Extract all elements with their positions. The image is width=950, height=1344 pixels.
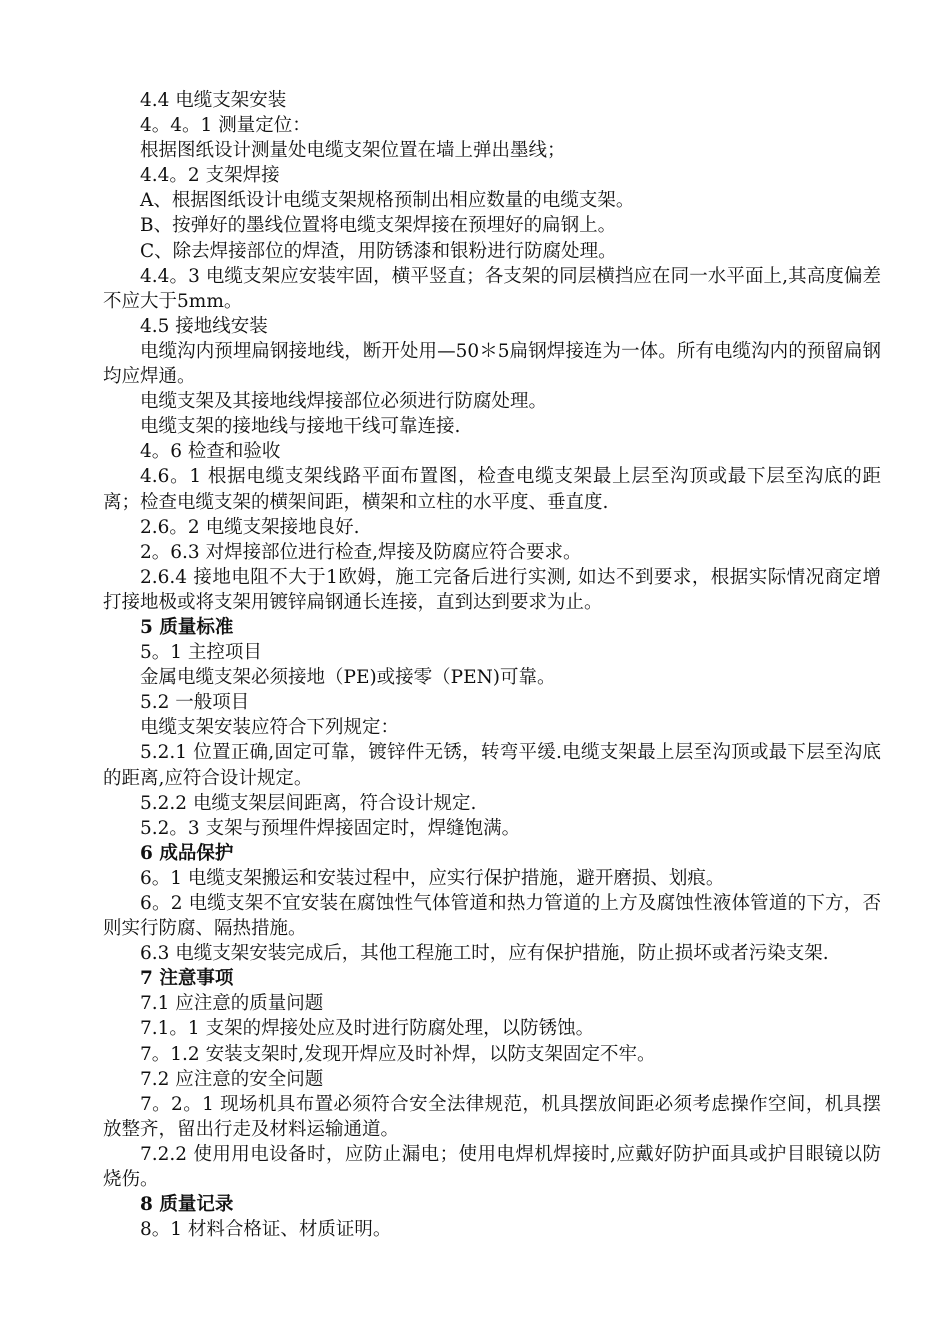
section-heading: 7 注意事项 — [140, 968, 234, 990]
paragraph: A、根据图纸设计电缆支架规格预制出相应数量的电缆支架。 — [140, 190, 635, 212]
paragraph: C、除去焊接部位的焊渣，用防锈漆和银粉进行防腐处理。 — [140, 240, 617, 262]
paragraph: 4。4。1 测量定位： — [140, 115, 311, 137]
paragraph: 4.6。1 根据电缆支架线路平面布置图，检查电缆支架最上层至沟顶或最下层至沟底的距离；检查电缆支架的横架间距，横架和立柱的水平度、垂直度. — [103, 466, 881, 513]
paragraph: 7.2 应注意的安全问题 — [140, 1068, 324, 1090]
paragraph: 7。2。1 现场机具布置必须符合安全法律规范，机具摆放间距必须考虑操作空间，机具摆放整齐，留出行走及材料运输通道。 — [103, 1093, 881, 1140]
paragraph: 4.4 电缆支架安装 — [140, 90, 287, 111]
paragraph: 6.3 电缆支架安装完成后，其他工程施工时，应有保护措施，防止损坏或者污染支架. — [140, 943, 829, 965]
document-body — [103, 88, 881, 1242]
section-heading: 6 成品保护 — [140, 842, 234, 864]
paragraph: 金属电缆支架必须接地（PE)或接零（PEN)可靠。 — [140, 667, 556, 689]
paragraph: 6。2 电缆支架不宜安装在腐蚀性气体管道和热力管道的上方及腐蚀性液体管道的下方，否则实行防腐、隔热措施。 — [103, 893, 881, 940]
paragraph: 4。6 检查和验收 — [140, 441, 281, 463]
paragraph: 5.2.1 位置正确,固定可靠，镀锌件无锈，转弯平缓.电缆支架最上层至沟顶或最下层至沟底的距离,应符合设计规定。 — [103, 742, 881, 789]
section-heading: 5 质量标准 — [140, 616, 234, 638]
paragraph: 根据图纸设计测量处电缆支架位置在墙上弹出墨线； — [140, 140, 566, 162]
paragraph: 5.2 一般项目 — [140, 692, 250, 714]
paragraph: 5.2。3 支架与预埋件焊接固定时，焊缝饱满。 — [140, 817, 521, 839]
paragraph: 5。1 主控项目 — [140, 642, 262, 664]
paragraph: 7。1.2 安装支架时,发现开焊应及时补焊，以防支架固定不牢。 — [140, 1043, 656, 1065]
paragraph: 电缆支架安装应符合下列规定： — [140, 717, 400, 739]
paragraph: 8。1 材料合格证、材质证明。 — [140, 1219, 392, 1241]
paragraph: 7.2.2 使用用电设备时，应防止漏电；使用电焊机焊接时,应戴好防护面具或护目眼镜以防烧伤。 — [103, 1143, 881, 1191]
paragraph: 电缆支架的接地线与接地干线可靠连接. — [140, 416, 461, 438]
paragraph: 7.1。1 支架的焊接处应及时进行防腐处理，以防锈蚀。 — [140, 1018, 595, 1040]
paragraph: 电缆支架及其接地线焊接部位必须进行防腐处理。 — [140, 391, 548, 413]
paragraph: 4.4。2 支架焊接 — [140, 165, 280, 187]
paragraph: 2.6。2 电缆支架接地良好. — [140, 516, 360, 538]
paragraph: B、按弹好的墨线位置将电缆支架焊接在预埋好的扁钢上。 — [140, 215, 617, 237]
section-heading: 8 质量记录 — [140, 1194, 234, 1216]
paragraph: 2。6.3 对焊接部位进行检查,焊接及防腐应符合要求。 — [140, 541, 582, 563]
paragraph: 7.1 应注意的质量问题 — [140, 993, 324, 1015]
paragraph: 4.5 接地线安装 — [140, 315, 268, 337]
paragraph: 2.6.4 接地电阻不大于1欧姆，施工完备后进行实测, 如达不到要求，根据实际情况商定增打接地极或将支架用镀锌扁钢通长连接，直到达到要求为止。 — [103, 566, 881, 613]
paragraph: 6。1 电缆支架搬运和安装过程中，应实行保护措施，避开磨损、划痕。 — [140, 867, 725, 889]
paragraph: 电缆沟内预埋扁钢接地线，断开处用—50＊5扁钢焊接连为一体。所有电缆沟内的预留扁钢均应焊通。 — [103, 340, 881, 388]
paragraph: 4.4。3 电缆支架应安装牢固，横平竖直；各支架的同层横挡应在同一水平面上,其高度偏差不应大于5mm。 — [103, 265, 881, 312]
paragraph: 5.2.2 电缆支架层间距离，符合设计规定. — [140, 792, 477, 814]
